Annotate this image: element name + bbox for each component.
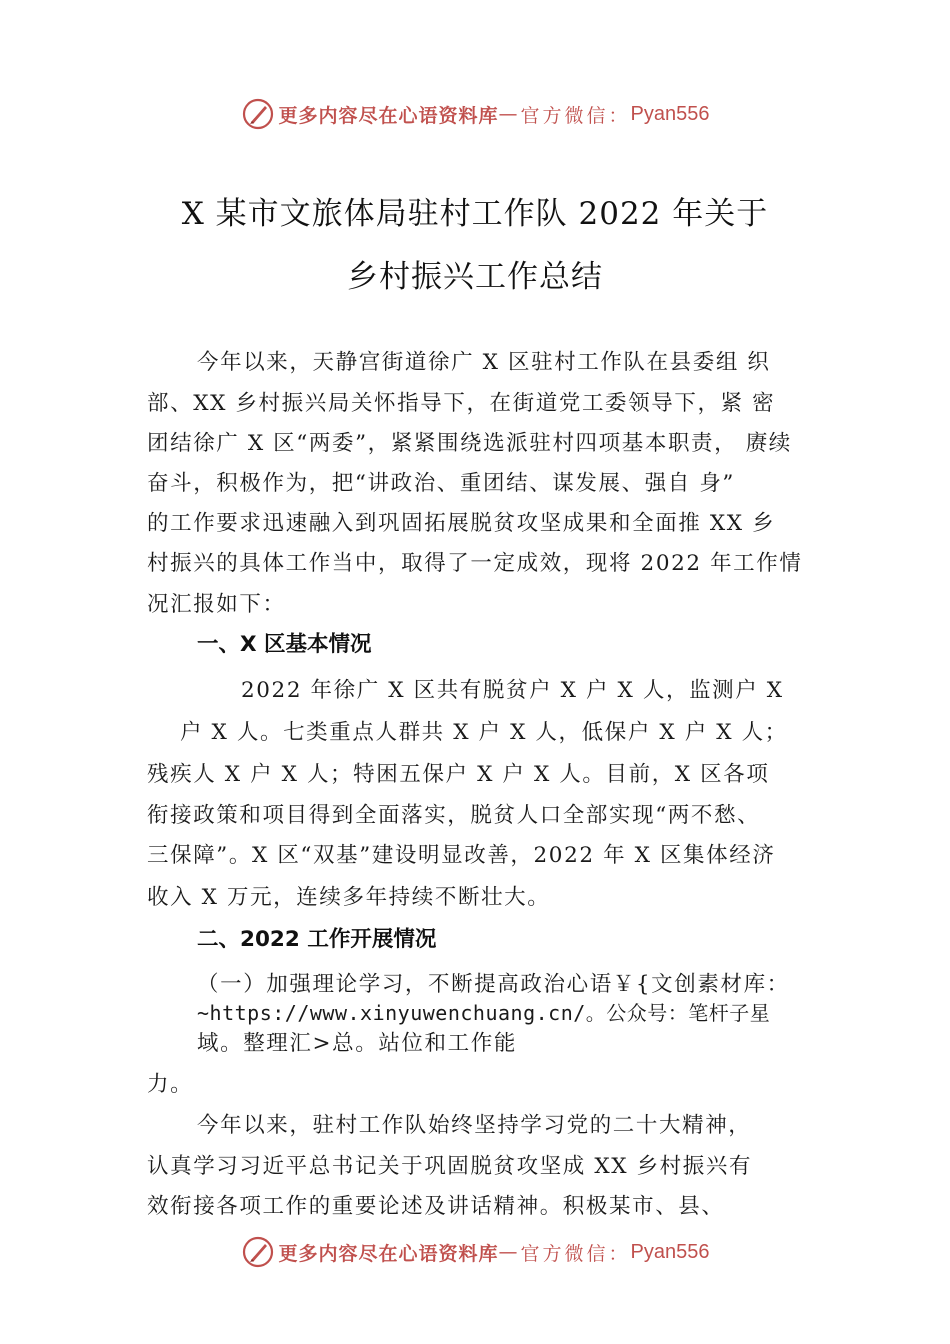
document-title-line-2: 乡村振兴工作总结 (347, 259, 603, 295)
para3-line: 认真学习习近平总书记关于巩固脱贫攻坚成 XX 乡村振兴有 (147, 1154, 753, 1179)
para1-line: 奋斗，积极作为，把“讲政治、重团结、谋发展、强自 身” (147, 471, 736, 496)
watermark-banner-top (0, 94, 950, 134)
para1-line: 今年以来，天静宫街道徐广 X 区驻村工作队在县委组 织 (197, 350, 771, 375)
para2-line: 户 X 人。七类重点人群共 X 户 X 人，低保户 X 户 X 人； (180, 720, 788, 745)
watermark-wechat-id: Pyan556 (630, 1240, 710, 1263)
subheading-line: 力。 (147, 1072, 194, 1097)
subheading-line: （一）加强理论学习，不断提高政治心语￥{文创素材库： (197, 972, 790, 997)
watermark-dash: — (498, 1241, 521, 1263)
para3-line: 今年以来，驻村工作队始终坚持学习党的二十大精神， (197, 1113, 752, 1138)
watermark-wechat-id: Pyan556 (630, 102, 710, 125)
para2-line: 2022 年徐广 X 区共有脱贫户 X 户 X 人，监测户 X (241, 678, 784, 703)
watermark-text: 更多内容尽在心语资料库 (278, 104, 499, 127)
para2-line: 收入 X 万元，连续多年持续不断壮大。 (147, 885, 551, 910)
para2-line: 三保障”。X 区“双基”建设明显改善，2022 年 X 区集体经济 (147, 843, 776, 868)
para1-line: 的工作要求迅速融入到巩固拓展脱贫攻坚成果和全面推 XX 乡 (147, 511, 776, 536)
watermark-text: 更多内容尽在心语资料库 (278, 1242, 499, 1265)
para2-line: 残疾人 X 户 X 人；特困五保户 X 户 X 人。目前，X 区各项 (147, 762, 770, 787)
subheading-line: 域。整理汇>总。站位和工作能 (197, 1031, 517, 1056)
watermark-wechat-label: 官方微信： (520, 1242, 631, 1265)
watermark-banner-bottom (0, 1232, 950, 1272)
section-heading-2: 二、2022 工作开展情况 (197, 927, 437, 952)
subheading-line: ~https://www.xinyuwenchuang.cn/。公众号：笔杆子星 (197, 1001, 771, 1025)
pen-logo-icon (241, 1235, 275, 1269)
para1-line: 部、XX 乡村振兴局关怀指导下，在街道党工委领导下，紧 密 (147, 391, 776, 416)
para3-line: 效衔接各项工作的重要论述及讲话精神。积极某市、县、 (147, 1194, 725, 1219)
pen-logo-icon (241, 97, 275, 131)
watermark-dash: — (498, 103, 521, 125)
para2-line: 衔接政策和项目得到全面落实，脱贫人口全部实现“两不愁、 (147, 803, 761, 828)
para1-line: 团结徐广 X 区“两委”，紧紧围绕选派驻村四项基本职责， 赓续 (147, 431, 792, 456)
para1-line: 村振兴的具体工作当中，取得了一定成效，现将 2022 年工作情 (147, 551, 803, 576)
document-title-line-1: X 某市文旅体局驻村工作队 2022 年关于 (181, 196, 769, 232)
para1-line: 况汇报如下： (147, 592, 286, 617)
section-heading-1: 一、X 区基本情况 (197, 632, 372, 657)
watermark-wechat-label: 官方微信： (520, 104, 631, 127)
